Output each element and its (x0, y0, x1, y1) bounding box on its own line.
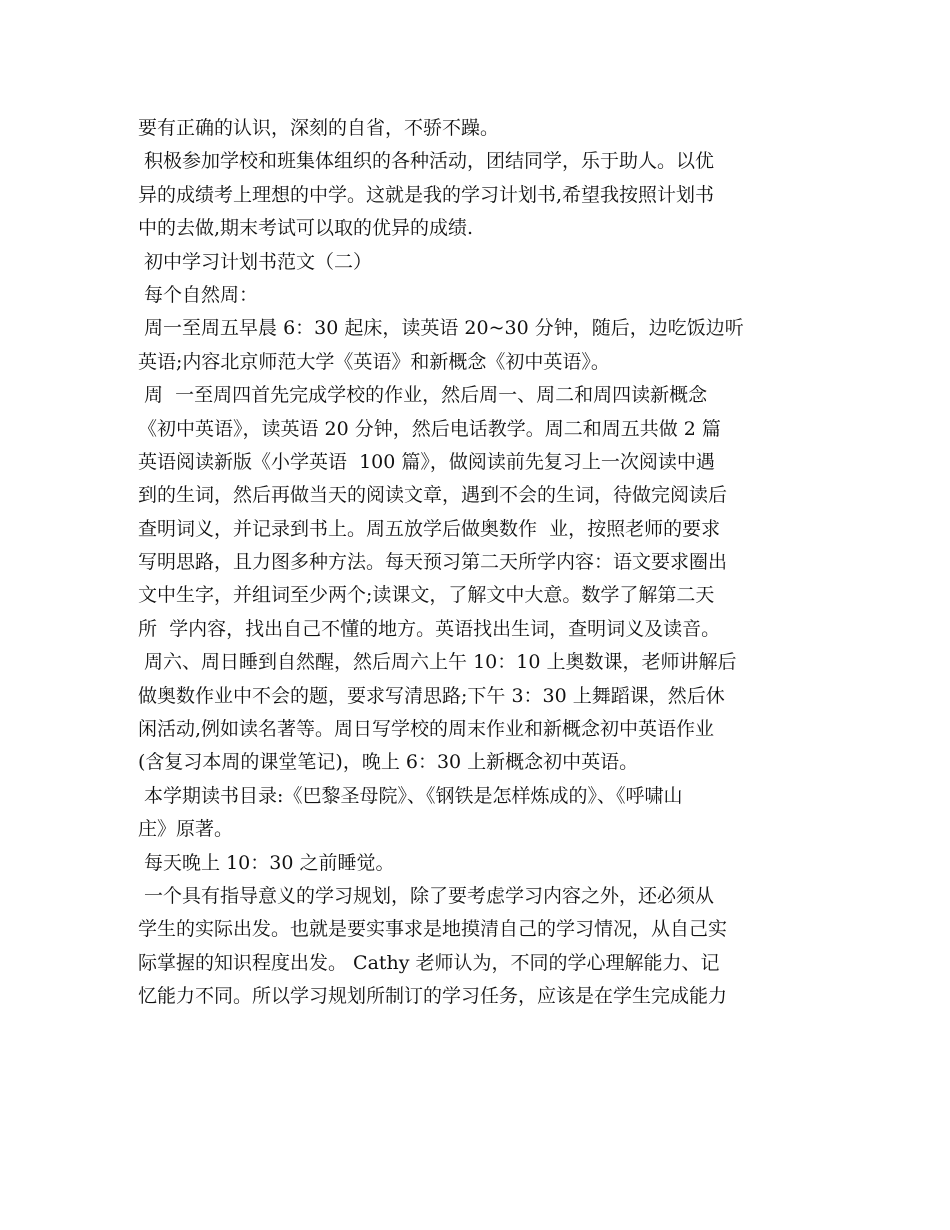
text-line: 闲活动,例如读名著等。周日写学校的周末作业和新概念初中英语作业 (138, 718, 715, 741)
text-line: 做奥数作业中不会的题，要求写清思路;下午 3：30 上舞蹈课，然后休 (138, 684, 725, 707)
text-line: 到的生词，然后再做当天的阅读文章，遇到不会的生词，待做完阅读后 (138, 484, 728, 507)
text-line: 忆能力不同。所以学习规划所制订的学习任务，应该是在学生完成能力 (138, 985, 728, 1008)
text-line: 《初中英语》，读英语 20 分钟，然后电话教学。周二和周五共做 2 篇 (138, 417, 721, 440)
text-line: 英语;内容北京师范大学《英语》和新概念《初中英语》。 (138, 350, 610, 373)
section-heading: 初中学习计划书范文（二） (138, 250, 373, 273)
text-line: 中的去做,期末考试可以取的优异的成绩. (138, 217, 474, 240)
text-line: 文中生字，并组词至少两个;读课文，了解文中大意。数学了解第二天 (138, 584, 715, 607)
text-line: 异的成绩考上理想的中学。这就是我的学习计划书,希望我按照计划书 (138, 183, 715, 206)
text-line: 每个自然周： (138, 283, 259, 306)
text-line: 每天晚上 10：30 之前睡觉。 (138, 851, 395, 874)
text-line: 所 学内容，找出自己不懂的地方。英语找出生词，查明词义及读音。 (138, 617, 721, 640)
text-line: 英语阅读新版《小学英语 100 篇》，做阅读前先复习上一次阅读中遇 (138, 450, 715, 473)
text-line: 际掌握的知识程度出发。 Cathy 老师认为，不同的学心理解能力、记 (138, 951, 720, 974)
text-line: 庄》原著。 (138, 818, 234, 841)
text-line: 写明思路，且力图多种方法。每天预习第二天所学内容：语文要求圈出 (138, 551, 728, 574)
text-line: 周六、周日睡到自然醒，然后周六上午 10：10 上奥数课，老师讲解后 (138, 651, 737, 674)
text-line: 周一至周五早晨 6：30 起床，读英语 20~30 分钟，随后，边吃饭边听 (138, 317, 744, 340)
text-line: 周 一至周四首先完成学校的作业，然后周一、周二和周四读新概念 (138, 384, 708, 407)
text-line: 本学期读书目录:《巴黎圣母院》、《钢铁是怎样炼成的》、《呼啸山 (138, 784, 683, 807)
text-line: (含复习本周的课堂笔记)，晚上 6：30 上新概念初中英语。 (138, 751, 639, 774)
text-line: 要有正确的认识，深刻的自省，不骄不躁。 (138, 117, 500, 139)
document-body (138, 112, 818, 1014)
text-line: 积极参加学校和班集体组织的各种活动，团结同学，乐于助人。以优 (138, 150, 715, 173)
text-line: 查明词义，并记录到书上。周五放学后做奥数作 业，按照老师的要求 (138, 517, 721, 540)
text-line: 一个具有指导意义的学习规划，除了要考虑学习内容之外，还必须从 (138, 884, 715, 907)
text-line: 学生的实际出发。也就是要实事求是地摸清自己的学习情况，从自己实 (138, 918, 728, 941)
